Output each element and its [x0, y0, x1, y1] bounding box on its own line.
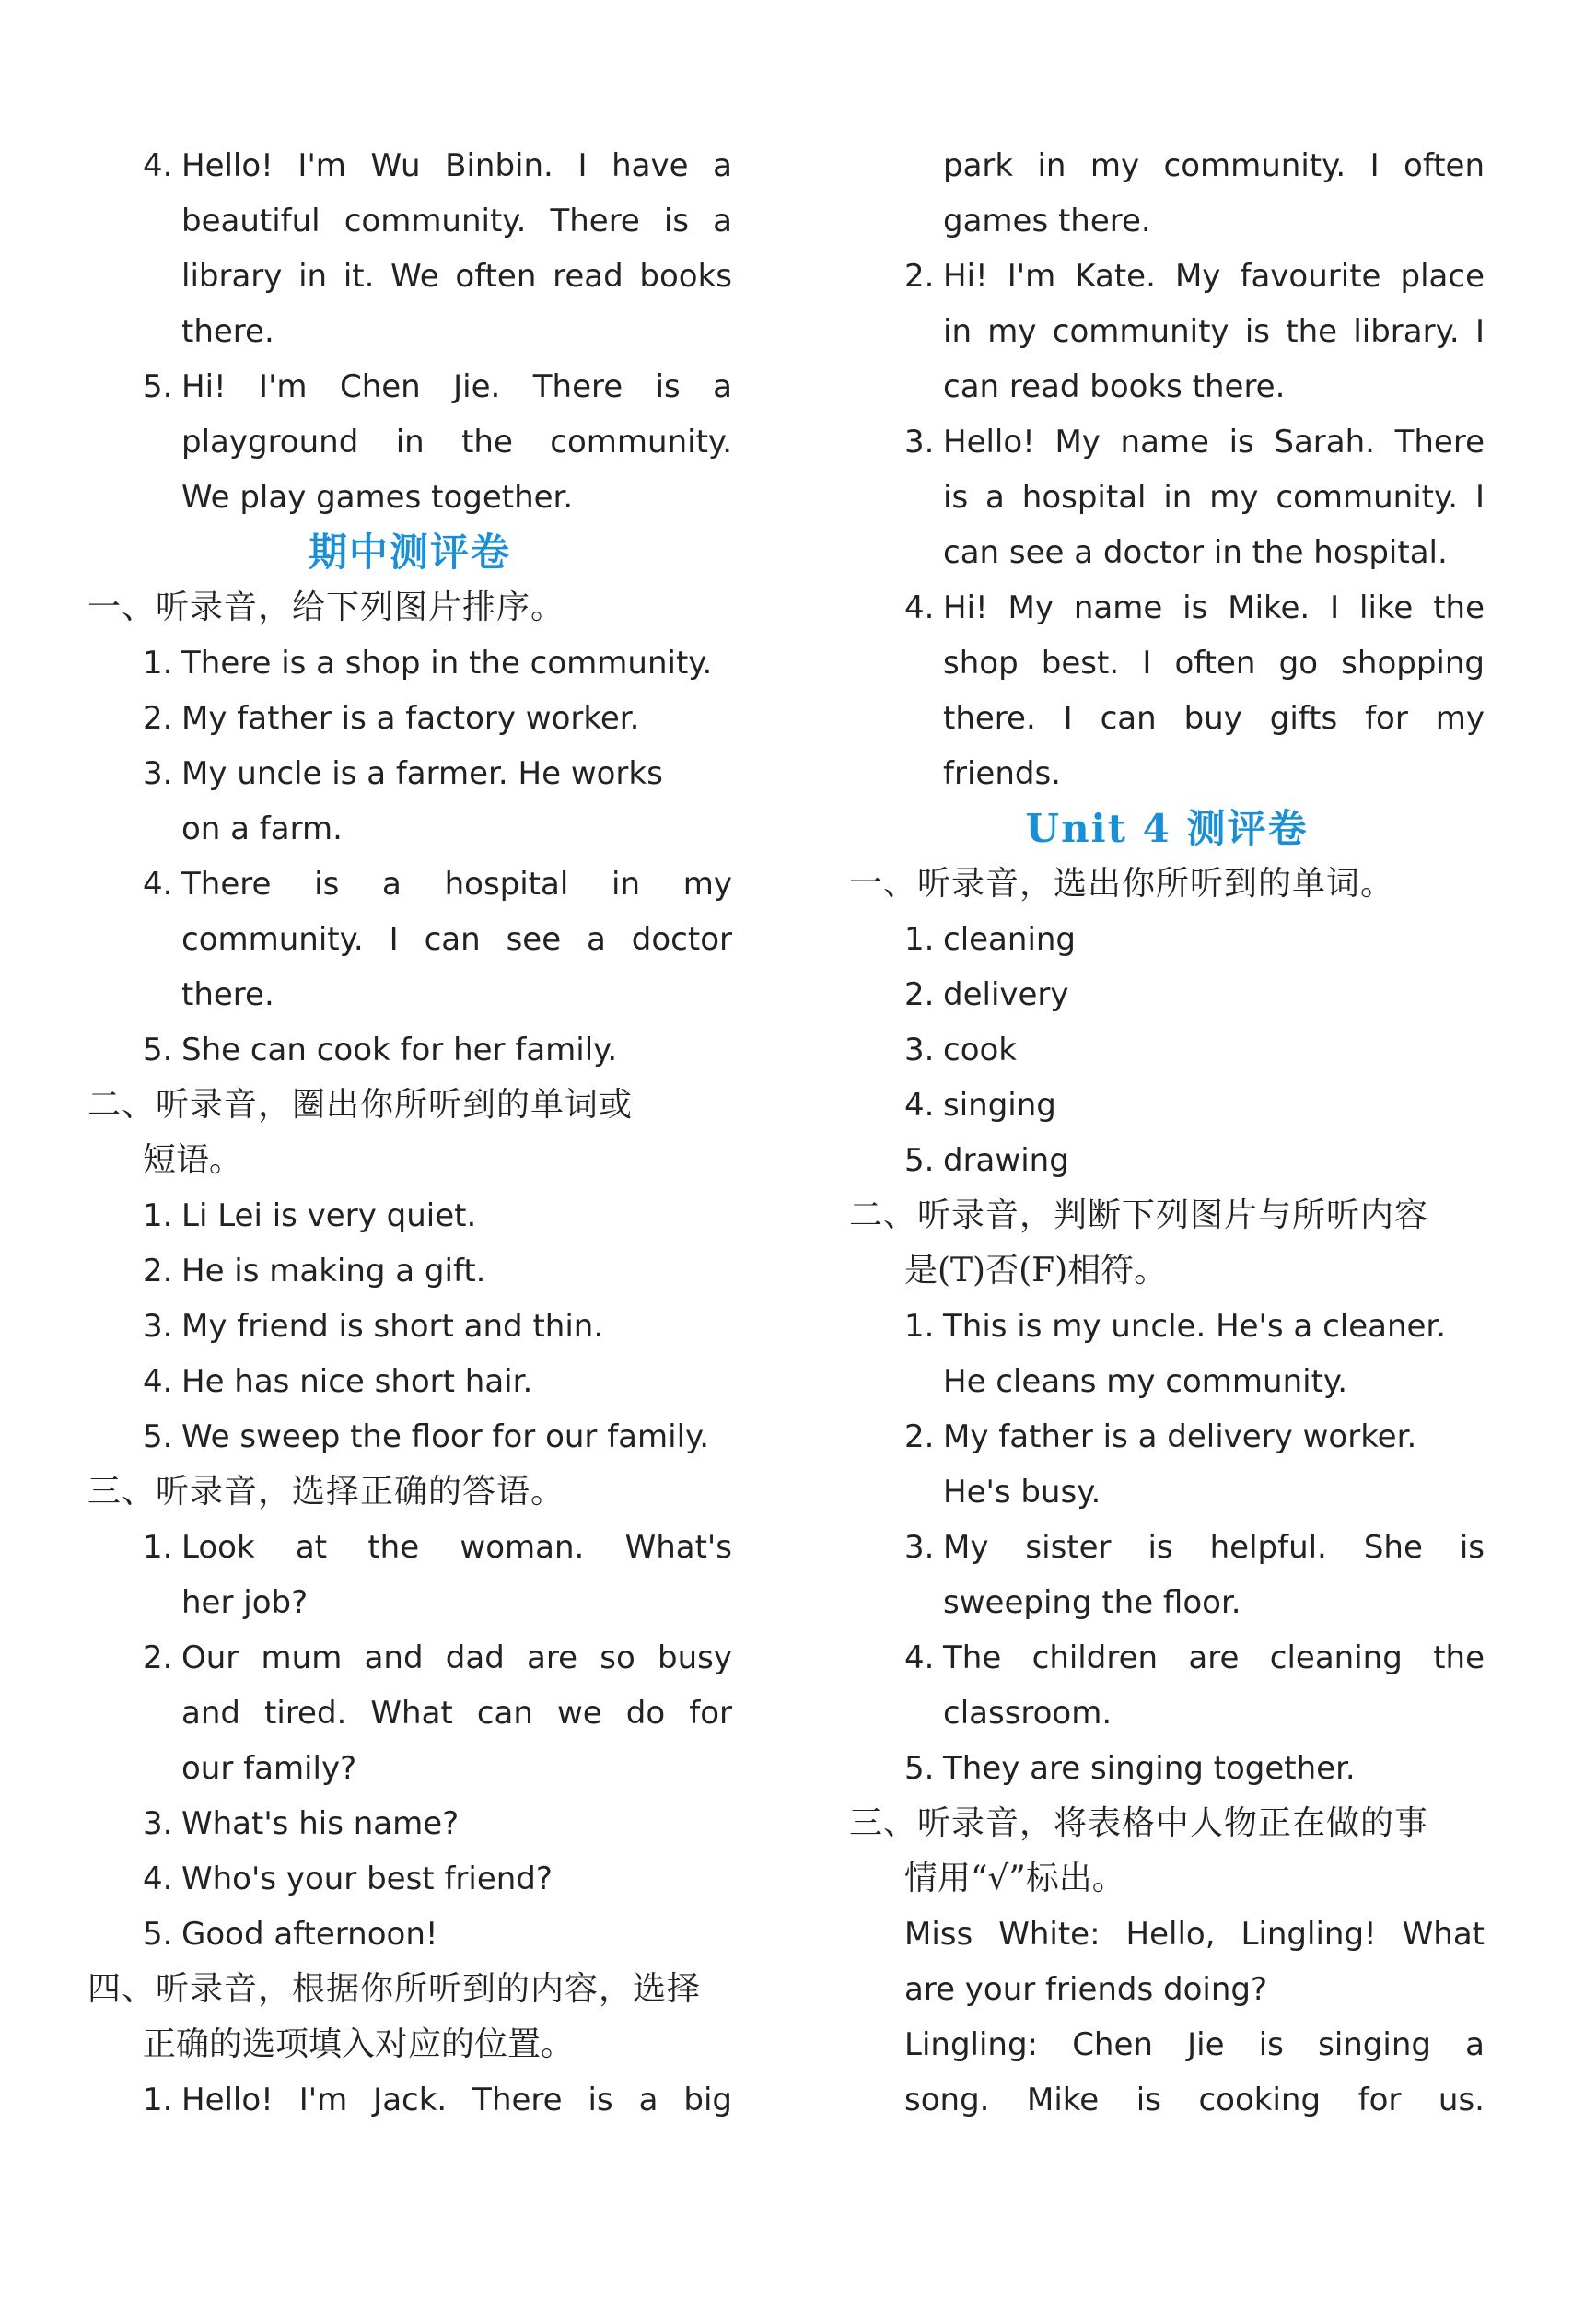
list-item: 3. My friend is short and thin.	[143, 1308, 604, 1345]
section-heading: 二、听录音，判断下列图片与所听内容	[849, 1196, 1429, 1234]
list-item-cont: sweeping the floor.	[943, 1584, 1241, 1621]
list-item: 4. singing	[904, 1087, 1056, 1124]
list-item: 5. We sweep the floor for our family.	[143, 1418, 710, 1455]
list-item-cont: classroom.	[943, 1695, 1113, 1732]
section-heading-cont: 正确的选项填入对应的位置。	[143, 2025, 575, 2063]
list-item-cont: is a hospital in my community. I	[943, 479, 1485, 516]
pre-items	[87, 138, 732, 525]
list-item-cont: can see a doctor in the hospital.	[943, 534, 1448, 571]
list-item: 1. There is a shop in the community.	[143, 645, 713, 682]
left-column	[87, 138, 732, 2128]
list-item-cont: there.	[181, 313, 274, 350]
section-heading-cont: 短语。	[143, 1141, 243, 1179]
list-item: 5. Good afternoon!	[143, 1916, 438, 1953]
section-heading: 二、听录音，圈出你所听到的单词或	[87, 1086, 634, 1124]
list-item: 4. Who's your best friend?	[143, 1861, 553, 1897]
list-item: 2. My father is a delivery worker.	[904, 1418, 1417, 1455]
list-item-cont: our family?	[181, 1750, 357, 1787]
dialog-line: are your friends doing?	[904, 1971, 1268, 2008]
list-item: 4. There is a hospital in my	[143, 866, 732, 903]
list-item-cont: friends.	[943, 755, 1061, 792]
list-item-cont: community. I can see a doctor	[181, 921, 732, 958]
section-heading-cont: 情用“√”标出。	[904, 1860, 1125, 1897]
unit4-title: Unit 4 测评卷	[1025, 806, 1309, 851]
list-item-cont: there. I can buy gifts for my	[943, 700, 1485, 737]
list-item-cont: We play games together.	[181, 479, 574, 516]
list-item: 1. cleaning	[904, 921, 1077, 958]
list-item-cont: beautiful community. There is a	[181, 203, 732, 239]
list-item-cont: He cleans my community.	[943, 1363, 1347, 1400]
list-item: 3. My sister is helpful. She is	[904, 1529, 1485, 1566]
list-item: 4. Hi! My name is Mike. I like the	[904, 589, 1485, 626]
dialog-line: Lingling: Chen Jie is singing a	[904, 2026, 1485, 2063]
section-heading: 三、听录音，将表格中人物正在做的事	[849, 1804, 1429, 1842]
list-item: 5. They are singing together.	[904, 1750, 1356, 1787]
list-item: 3. Hello! My name is Sarah. There	[904, 424, 1485, 461]
list-item-cont: games there.	[943, 203, 1151, 239]
list-item: 1. Look at the woman. What's	[143, 1529, 732, 1566]
list-item-cont: in my community is the library. I	[943, 313, 1485, 350]
list-item-cont: He's busy.	[943, 1474, 1101, 1511]
list-item: 4. Hello! I'm Wu Binbin. I have a	[143, 147, 732, 184]
list-item: 4. The children are cleaning the	[904, 1639, 1485, 1676]
list-item: 1. Hello! I'm Jack. There is a big	[143, 2082, 732, 2118]
section-heading: 三、听录音，选择正确的答语。	[87, 1473, 565, 1511]
list-item-cont: her job?	[181, 1584, 309, 1621]
list-item: 2. He is making a gift.	[143, 1253, 486, 1289]
list-item: 2. delivery	[904, 976, 1069, 1013]
list-item-cont: and tired. What can we do for	[181, 1695, 732, 1732]
midterm-title: 期中测评卷	[308, 530, 511, 575]
list-item: 2. My father is a factory worker.	[143, 700, 640, 737]
list-item: 3. What's his name?	[143, 1805, 460, 1842]
list-item: 1. Li Lei is very quiet.	[143, 1197, 477, 1234]
list-item: 4. He has nice short hair.	[143, 1363, 533, 1400]
list-item-cont: there.	[181, 976, 274, 1013]
section-heading: 四、听录音，根据你所听到的内容，选择	[87, 1970, 702, 2008]
list-item: 2. Hi! I'm Kate. My favourite place	[904, 258, 1485, 295]
section-heading-cont: 是(T)否(F)相符。	[904, 1252, 1168, 1289]
section-heading: 一、听录音，选出你所听到的单词。	[849, 865, 1395, 903]
list-item-cont: on a farm.	[181, 811, 343, 847]
dialog-line: song. Mike is cooking for us.	[904, 2082, 1485, 2118]
list-item-cont: can read books there.	[943, 368, 1286, 405]
list-item: 5. drawing	[904, 1142, 1069, 1179]
list-item-cont: library in it. We often read books	[181, 258, 732, 295]
list-item: 5. She can cook for her family.	[143, 1032, 618, 1068]
list-item: 1. This is my uncle. He's a cleaner.	[904, 1308, 1447, 1345]
list-item: 3. My uncle is a farmer. He works	[143, 755, 663, 792]
dialog-line: Miss White: Hello, Lingling! What	[904, 1916, 1485, 1953]
list-item: 3. cook	[904, 1032, 1017, 1068]
list-item: 2. Our mum and dad are so busy	[143, 1639, 732, 1676]
list-item-cont: playground in the community.	[181, 424, 732, 461]
list-item-cont: shop best. I often go shopping	[943, 645, 1485, 682]
section-heading: 一、听录音，给下列图片排序。	[87, 589, 565, 626]
right-column	[849, 138, 1485, 2128]
list-item: 5. Hi! I'm Chen Jie. There is a	[143, 368, 732, 405]
list-item-cont: park in my community. I often	[943, 147, 1485, 184]
